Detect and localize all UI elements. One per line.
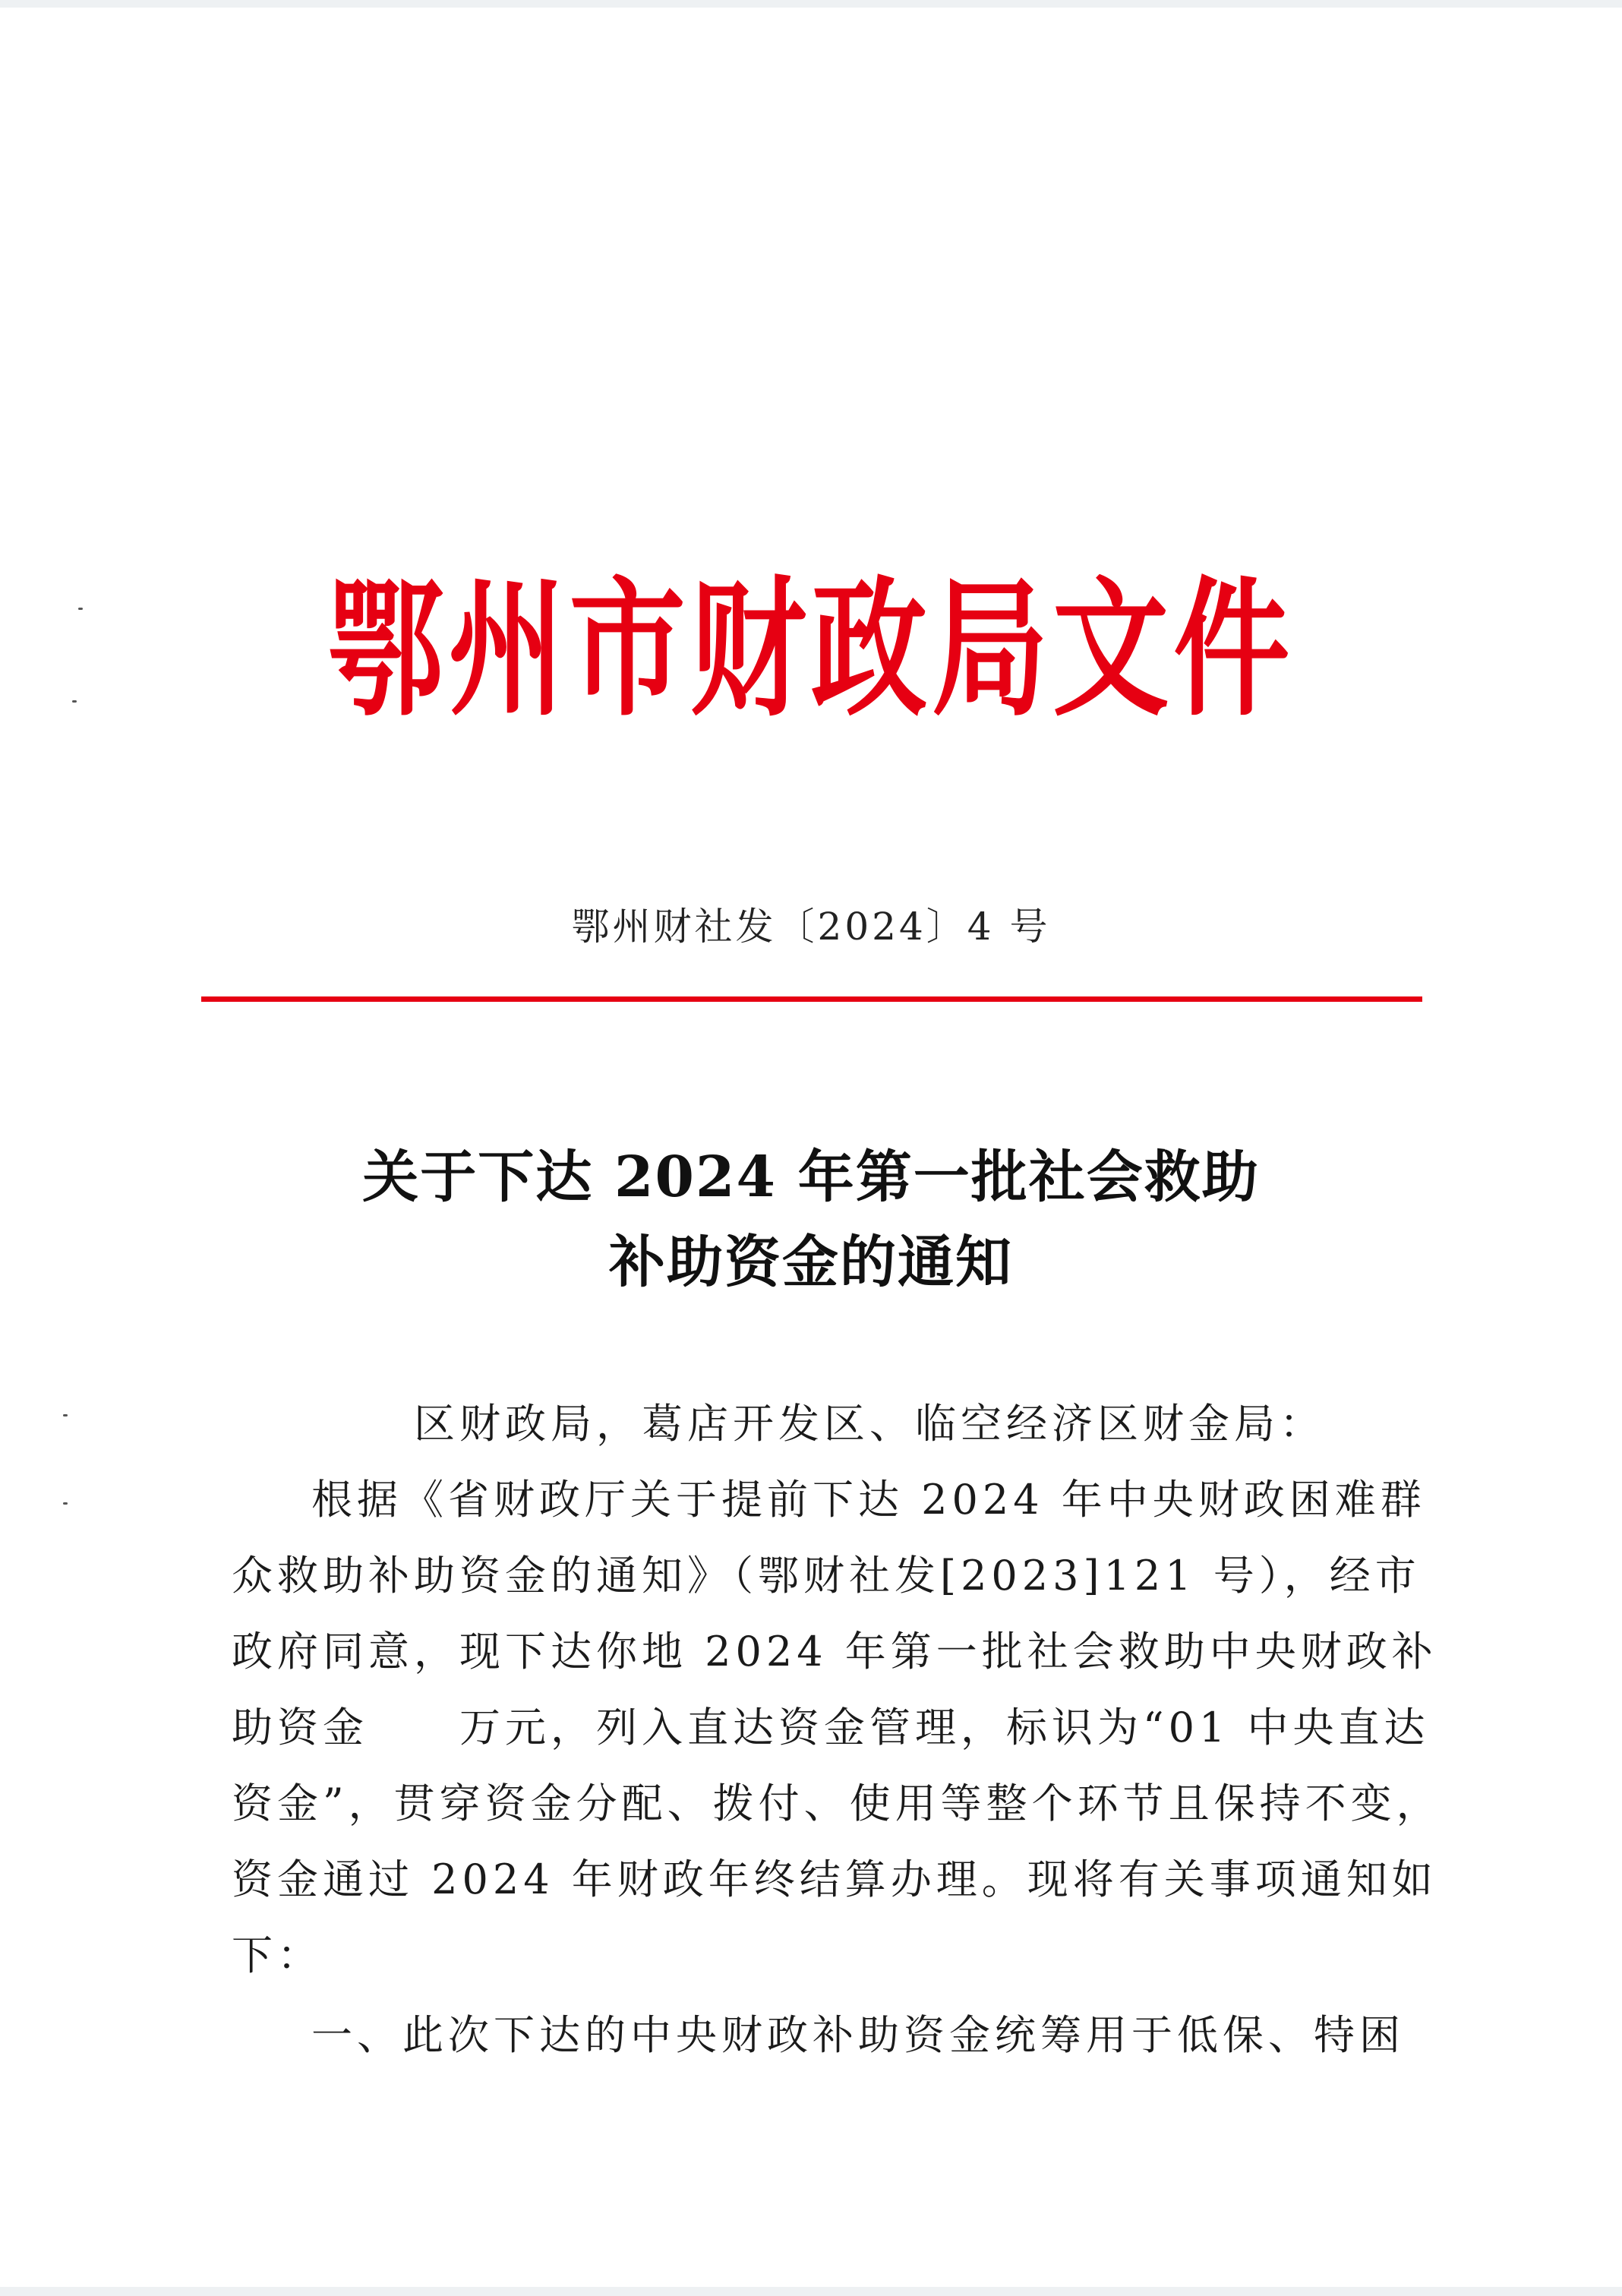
body-line: 下： [232, 1931, 323, 1979]
document-header-title: 鄂州市财政局文件 [327, 562, 1295, 737]
scan-speck [63, 1502, 68, 1505]
scan-speck [72, 700, 77, 703]
scan-top-edge [0, 0, 1622, 8]
salutation: 区财政局，葛店开发区、临空经济区财金局： [414, 1400, 1325, 1448]
body-line: 政府同意，现下达你地 2024 年第一批社会救助中央财政补 [232, 1628, 1437, 1675]
document-number: 鄂州财社发〔2024〕4 号 [571, 905, 1051, 949]
notice-title-line-2: 补助资金的通知 [609, 1230, 1013, 1295]
notice-title-line-1: 关于下达 2024 年第一批社会救助 [362, 1145, 1260, 1210]
body-line: 资金”，贯穿资金分配、拨付、使用等整个环节且保持不变， [232, 1780, 1442, 1827]
scan-speck [63, 1414, 68, 1416]
body-line: 助资金 万元，列入直达资金管理，标识为“01 中央直达 [232, 1704, 1430, 1751]
item-one-line: 一、此次下达的中央财政补助资金统筹用于低保、特困 [311, 2011, 1405, 2059]
body-line: 众救助补助资金的通知》（鄂财社发[2023]121 号），经市 [232, 1552, 1421, 1600]
body-line: 资金通过 2024 年财政年终结算办理。现将有关事项通知如 [232, 1855, 1437, 1903]
body-line: 根据《省财政厅关于提前下达 2024 年中央财政困难群 [311, 1476, 1426, 1524]
scan-speck [78, 608, 83, 610]
scan-bottom-edge [0, 2287, 1622, 2296]
header-red-rule [201, 996, 1422, 1002]
